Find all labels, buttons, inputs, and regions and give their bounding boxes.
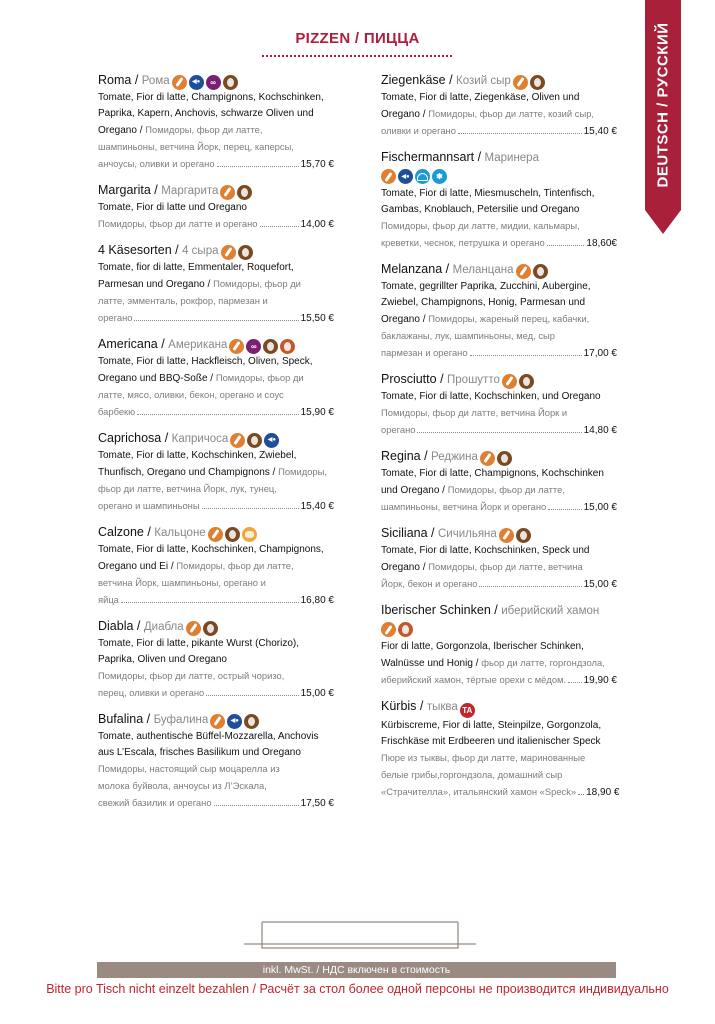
menu-item-title: Prosciutto / Прошутто: [381, 371, 617, 389]
description-line: [98, 652, 334, 668]
description-de: Oregano /: [98, 125, 146, 136]
egg-allergen-icon: [497, 451, 512, 466]
milk-allergen-icon: [230, 433, 245, 448]
egg-allergen-icon: [247, 433, 262, 448]
menu-item-siciliana: [381, 525, 617, 593]
description-de: Oregano /: [381, 562, 429, 573]
description-line: [381, 750, 617, 767]
menu-item-title: Calzone / Кальцоне: [98, 524, 334, 542]
sulphite-allergen-icon: ∞: [206, 75, 221, 90]
nut-allergen-icon: [398, 622, 413, 637]
dot-leader: [134, 320, 298, 321]
description-line: [381, 767, 617, 784]
right-menu-column: [381, 72, 620, 810]
item-price: 15,50 €: [300, 313, 334, 324]
dot-leader: [568, 682, 581, 683]
menu-item-k-rbis: [381, 698, 620, 801]
price-line: [381, 784, 620, 801]
description-ru: оливки и орегано: [381, 125, 456, 136]
description-line: [381, 389, 617, 405]
menu-item-title: Kürbis / тыква TA: [381, 698, 617, 718]
allergen-icons: [381, 169, 617, 184]
description-de: Tomate, Fior di latte, Miesmuscheln, Tintenfisch,: [381, 188, 595, 199]
description-line: [98, 668, 334, 685]
description-ru: свежий базилик и орегано: [98, 797, 212, 808]
item-price: 19,90 €: [583, 675, 617, 686]
allergen-icons: [208, 527, 257, 542]
milk-allergen-icon: [210, 714, 225, 729]
menu-item-title: Melanzana / Меланцана: [381, 261, 617, 279]
description-ru: фьор ди латте, ветчина Йорк, лук, тунец,: [98, 483, 277, 494]
allergen-icons: [220, 185, 252, 200]
item-name-ru: Меланцана: [452, 264, 514, 276]
item-price: 15,00 €: [300, 688, 334, 699]
description-line: [98, 464, 334, 481]
item-name: Bufalina: [98, 712, 144, 726]
description-ru: Помидоры, настоящий сыр моцарелла из: [98, 763, 280, 774]
item-name: Diabla: [98, 619, 134, 633]
milk-allergen-icon: [208, 527, 223, 542]
item-name-ru: Маргарита: [161, 185, 219, 197]
item-price: 14,00 €: [300, 219, 334, 230]
description-line: [98, 575, 334, 592]
description-line: [98, 745, 334, 761]
title-divider: [262, 55, 452, 57]
egg-allergen-icon: [237, 185, 252, 200]
description-ru: Помидоры, фьор ди латте, мидии, кальмары,: [381, 220, 580, 231]
description-ru: орегано: [381, 424, 416, 435]
description-line: [98, 558, 334, 575]
egg-allergen-icon: [533, 264, 548, 279]
item-price: 15,00 €: [583, 579, 617, 590]
description-ru: Помидоры, фьор ди латте,: [447, 484, 565, 495]
item-name-ru: тыква: [426, 701, 458, 713]
description-ru: Помидоры,: [278, 466, 327, 477]
item-price: 15,90 €: [300, 407, 334, 418]
fish-allergen-icon: ◀●: [227, 714, 242, 729]
milk-allergen-icon: [220, 185, 235, 200]
item-name-ru: Диабла: [143, 621, 184, 633]
description-de: aus L’Escala, frisches Basilikum und Oregano: [98, 747, 301, 758]
item-name-ru: Прошутто: [447, 374, 500, 386]
price-line: [381, 499, 617, 516]
egg-allergen-icon: [263, 339, 278, 354]
item-name: Melanzana: [381, 262, 443, 276]
menu-item-title: Americana / Американа ∞: [98, 336, 334, 354]
description-line: [98, 276, 334, 293]
dot-leader: [547, 245, 585, 246]
description-ru: Пюре из тыквы, фьор ди латте, маринованные: [381, 752, 586, 763]
description-de: Zwiebel, Champignons, Honig, Parmesan und: [381, 297, 585, 308]
menu-item-title: Diabla / Диабла: [98, 618, 334, 636]
item-name-ru: Рома: [141, 75, 170, 87]
menu-item-title: Caprichosa / Капричоса ◀●: [98, 430, 334, 448]
description-line: [381, 202, 617, 218]
description-de: Frischkäse mit Erdbeeren und italienischer Speck: [381, 736, 601, 747]
mollusc-allergen-icon: [415, 169, 430, 184]
description-de: Oregano /: [381, 314, 429, 325]
egg-allergen-icon: [530, 75, 545, 90]
item-name-ru: иберийский хамон: [501, 605, 600, 617]
description-ru: Помидоры, фьор ди: [215, 372, 304, 383]
item-name: Kürbis: [381, 699, 417, 713]
item-name-ru: Американа: [168, 339, 228, 351]
description-line: [381, 279, 617, 295]
item-name: Ziegenkäse: [381, 73, 446, 87]
description-ru: анчоусы, оливки и орегано: [98, 158, 215, 169]
description-line: [98, 260, 334, 276]
language-tab-label[interactable]: DEUTSCH / РУССКИЙ: [654, 22, 672, 188]
nut-allergen-icon: [280, 339, 295, 354]
allergen-icons: [516, 264, 548, 279]
description-line: [98, 200, 334, 216]
item-name: Americana: [98, 337, 158, 351]
description-ru: Помидоры, фьор ди латте,: [176, 560, 294, 571]
title-de: PIZZEN: [295, 30, 351, 47]
milk-allergen-icon: [502, 374, 517, 389]
menu-item-roma: [98, 72, 334, 173]
description-line: [381, 295, 617, 311]
description-ru: орегано: [98, 312, 133, 323]
description-ru: Помидоры, фьор ди латте,: [145, 124, 263, 135]
milk-allergen-icon: [186, 621, 201, 636]
vat-ru: НДС включен в стоимость: [322, 964, 451, 976]
description-de: Gambas, Knoblauch, Petersilie und Oregano: [381, 204, 580, 215]
menu-item-title: Bufalina / Буфалина ◀●: [98, 711, 334, 729]
dot-leader: [137, 414, 298, 415]
item-name-ru: Сичильяна: [437, 528, 497, 540]
description-ru: иберийский хамон, тёртые орехи с мёдом.: [381, 674, 567, 685]
price-line: [381, 576, 617, 593]
price-line: [98, 216, 334, 233]
description-ru: Помидоры, фьор ди латте, ветчина: [428, 561, 583, 572]
description-line: [98, 293, 334, 310]
item-price: 14,80 €: [583, 425, 617, 436]
description-ru: креветки, чеснок, петрушка и орегано: [381, 237, 545, 248]
price-line: [98, 795, 334, 812]
price-line: [381, 235, 617, 252]
description-line: [381, 639, 617, 655]
price-line: [98, 685, 334, 702]
dot-leader: [214, 805, 299, 806]
payment-note: Bitte pro Tisch nicht einzelt bezahlen / Расчёт за стол более одной персоны не производится индивидуально: [46, 982, 669, 996]
description-line: [98, 729, 334, 745]
egg-allergen-icon: [516, 528, 531, 543]
dot-leader: [470, 355, 582, 356]
milk-allergen-icon: [381, 169, 396, 184]
rolling-pin-icon: [240, 912, 480, 962]
dot-leader: [206, 695, 298, 696]
menu-item-melanzana: [381, 261, 617, 362]
allergen-icons: [460, 703, 475, 718]
description-ru: шампиньоны, ветчина Йорк, перец, каперсы,: [98, 141, 294, 152]
dot-leader: [260, 226, 299, 227]
description-line: [98, 761, 334, 778]
menu-item-fischermannsart: [381, 149, 617, 252]
milk-allergen-icon: [513, 75, 528, 90]
language-tab-point: [645, 210, 681, 234]
item-price: 15,40 €: [300, 501, 334, 512]
dot-leader: [578, 794, 584, 795]
description-de: Tomate, Fior di latte, Kochschinken, und Oregano: [381, 391, 601, 402]
item-price: 15,00 €: [583, 502, 617, 513]
left-menu-column: [98, 72, 334, 821]
description-line: [98, 370, 334, 387]
description-line: [98, 542, 334, 558]
menu-item-regina: [381, 448, 617, 516]
egg-allergen-icon: [223, 75, 238, 90]
item-name-ru: Реджина: [431, 451, 478, 463]
menu-item-title: Fischermannsart / Маринера: [381, 150, 539, 164]
description-ru: яйца: [98, 594, 119, 605]
dot-leader: [121, 602, 299, 603]
egg-allergen-icon: [244, 714, 259, 729]
item-price: 17,50 €: [300, 798, 334, 809]
price-line: [98, 498, 334, 515]
item-name-ru: Козий сыр: [456, 75, 511, 87]
item-price: 15,40 €: [583, 126, 617, 137]
item-name: Margarita: [98, 183, 151, 197]
description-ru: барбекю: [98, 406, 136, 417]
description-line: [98, 448, 334, 464]
description-de: Tomate, Fior di latte, Hackfleisch, Oliven, Speck,: [98, 356, 313, 367]
price-line: [381, 672, 617, 689]
description-ru: орегано и шампиньоны: [98, 500, 200, 511]
milk-allergen-icon: [229, 339, 244, 354]
description-line: [98, 778, 334, 795]
egg-allergen-icon: [238, 245, 253, 260]
menu-item-calzone: [98, 524, 334, 609]
menu-item-title: Regina / Реджина: [381, 448, 617, 466]
description-de: Fior di latte, Gorgonzola, Iberischer Schinken,: [381, 641, 584, 652]
description-ru: Помидоры, фьор ди латте и орегано: [98, 218, 258, 229]
description-de: Tomate, authentische Büffel-Mozzarella, Anchovis: [98, 731, 319, 742]
item-name: Roma: [98, 73, 132, 87]
description-de: Tomate, Fior di latte und Oregano: [98, 202, 247, 213]
dot-leader: [417, 432, 581, 433]
item-price: 18,60€: [586, 238, 617, 249]
description-line: [381, 655, 617, 672]
menu-item-title: Ziegenkäse / Козий сыр: [381, 72, 617, 90]
ta-allergen-icon: TA: [460, 703, 475, 718]
milk-allergen-icon: [172, 75, 187, 90]
item-name: Siciliana: [381, 526, 428, 540]
description-de: Tomate, gegrillter Paprika, Zucchini, Aubergine,: [381, 281, 591, 292]
egg-allergen-icon: [225, 527, 240, 542]
description-line: [381, 482, 617, 499]
description-line: [98, 636, 334, 652]
item-name-ru: Маринера: [484, 152, 539, 164]
description-line: [381, 186, 617, 202]
price-line: [381, 345, 617, 362]
description-line: [98, 122, 334, 139]
description-ru: ветчина Йорк, шампиньоны, орегано и: [98, 577, 266, 588]
fish-allergen-icon: ◀●: [398, 169, 413, 184]
allergen-icons: [502, 374, 534, 389]
title-ru: ПИЦЦА: [363, 30, 420, 47]
description-line: [381, 218, 617, 235]
description-line: [381, 328, 617, 345]
milk-allergen-icon: [381, 622, 396, 637]
description-de: Parmesan und Oregano /: [98, 279, 214, 290]
description-ru: Помидоры, жареный перец, кабачки,: [428, 313, 590, 324]
description-line: [381, 543, 617, 559]
description-line: [98, 106, 334, 122]
description-line: [98, 481, 334, 498]
description-ru: баклажаны, лук, шампиньоны, мед, сыр: [381, 330, 556, 341]
description-ru: латте, мясо, оливки, бекон, орегано и соус: [98, 389, 284, 400]
description-de: Tomate, Fior di latte, Champignons, Kochschinken: [381, 468, 604, 479]
menu-item-title: 4 Käsesorten / 4 сыра: [98, 242, 334, 260]
price-line: [98, 404, 334, 421]
milk-allergen-icon: [221, 245, 236, 260]
item-name: Regina: [381, 449, 421, 463]
description-ru: латте, эмменталь, рокфор, пармезан и: [98, 295, 268, 306]
description-line: [98, 387, 334, 404]
description-ru: молока буйвола, анчоусы из Л’Эскала,: [98, 780, 267, 791]
menu-item-americana: [98, 336, 334, 421]
item-price: 16,80 €: [300, 595, 334, 606]
description-line: [381, 90, 617, 106]
description-ru: белые грибы,горгондзола, домашний сыр: [381, 769, 563, 780]
description-de: Tomate, fior di latte, Emmentaler, Roquefort,: [98, 262, 294, 273]
item-price: 15,70 €: [300, 159, 334, 170]
allergen-icons: [513, 75, 545, 90]
description-ru: «Страчителла», итальянский хамон «Speck»: [381, 786, 577, 797]
item-name: Calzone: [98, 525, 144, 539]
description-de: Tomate, Fior di latte, Ziegenkäse, Oliven und: [381, 92, 580, 103]
item-name: 4 Käsesorten: [98, 243, 172, 257]
description-de: und Oregano /: [381, 485, 448, 496]
description-line: [381, 405, 617, 422]
item-name-ru: Капричоса: [171, 433, 229, 445]
dot-leader: [458, 133, 582, 134]
description-de: Oregano und BBQ-Soße /: [98, 373, 216, 384]
title-sep: /: [350, 30, 364, 47]
item-name-ru: Кальцоне: [154, 527, 206, 539]
sulphite-allergen-icon: ∞: [246, 339, 261, 354]
dot-leader: [548, 509, 581, 510]
description-ru: Помидоры, фьор ди латте, ветчина Йорк и: [381, 407, 568, 418]
menu-item-title: Roma / Рома ◀● ∞: [98, 72, 334, 90]
price-line: [381, 123, 617, 140]
allergen-icons: [210, 714, 259, 729]
description-de: Oregano und Ei /: [98, 561, 177, 572]
description-line: [381, 466, 617, 482]
egg-allergen-icon: [519, 374, 534, 389]
fish-allergen-icon: ◀●: [189, 75, 204, 90]
description-ru: пармезан и орегано: [381, 347, 468, 358]
menu-item-4-k-sesorten: [98, 242, 334, 327]
fish-allergen-icon: ◀●: [264, 433, 279, 448]
description-ru: Помидоры, фьор ди латте, козий сыр,: [428, 108, 595, 119]
description-ru: Йорк, бекон и орегано: [381, 578, 478, 589]
description-ru: шампиньоны, ветчина Йорк и орегано: [381, 501, 547, 512]
allergen-icons: [186, 621, 218, 636]
description-de: Oregano /: [381, 109, 429, 120]
description-de: Paprika, Oliven und Oregano: [98, 654, 227, 665]
menu-item-caprichosa: [98, 430, 334, 515]
allergen-icons: [221, 245, 253, 260]
item-price: 18,90 €: [586, 787, 620, 798]
egg-allergen-icon: [203, 621, 218, 636]
description-de: Kürbiscreme, Fior di latte, Steinpilze, Gorgonzola,: [381, 720, 602, 731]
dot-leader: [202, 508, 299, 509]
description-line: [98, 354, 334, 370]
description-de: Tomate, Fior di latte, Kochschinken, Champignons,: [98, 544, 324, 555]
vat-notice: [97, 962, 616, 978]
allergen-icons: [172, 75, 238, 90]
menu-item-diabla: [98, 618, 334, 702]
allergen-icons: [229, 339, 295, 354]
description-line: [381, 734, 617, 750]
description-line: [98, 139, 334, 156]
allergen-icons: [381, 622, 617, 637]
item-name: Caprichosa: [98, 431, 162, 445]
description-line: [381, 106, 617, 123]
item-name: Prosciutto: [381, 372, 437, 386]
item-name-ru: 4 сыра: [182, 245, 219, 257]
description-de: Tomate, Fior di latte, Champignons, Kochschinken,: [98, 92, 324, 103]
menu-item-title: Siciliana / Сичильяна: [381, 525, 617, 543]
description-de: Walnüsse und Honig /: [381, 658, 482, 669]
description-ru: Помидоры, фьор ди латте, острый чоризо,: [98, 670, 285, 681]
milk-allergen-icon: [499, 528, 514, 543]
item-name-ru: Буфалина: [153, 714, 209, 726]
price-line: [98, 310, 334, 327]
item-name: Fischermannsart: [381, 150, 475, 164]
page-title: [0, 30, 715, 47]
description-de: Thunfisch, Oregano und Champignons /: [98, 467, 279, 478]
allergen-icons: [499, 528, 531, 543]
description-de: Paprika, Kapern, Anchovis, schwarze Oliven und: [98, 108, 314, 119]
description-line: [381, 559, 617, 576]
menu-item-title: Iberischer Schinken / иберийский хамон: [381, 603, 600, 617]
description-line: [381, 718, 617, 734]
menu-item-title: Margarita / Маргарита: [98, 182, 334, 200]
description-de: Tomate, Fior di latte, Kochschinken, Speck und: [381, 545, 590, 556]
allergen-icons: [230, 433, 279, 448]
description-line: [381, 311, 617, 328]
milk-allergen-icon: [480, 451, 495, 466]
allergen-icons: [480, 451, 512, 466]
crust-allergen-icon: ✱: [432, 169, 447, 184]
price-line: [98, 592, 334, 609]
vat-de: inkl. MwSt. /: [262, 964, 323, 976]
menu-item-ziegenk-se: [381, 72, 617, 140]
description-de: Tomate, Fior di latte, Kochschinken, Zwiebel,: [98, 450, 297, 461]
price-line: [381, 422, 617, 439]
menu-item-prosciutto: [381, 371, 617, 439]
description-ru: фьор ди латте, горгондзола,: [481, 657, 605, 668]
blob-allergen-icon: [242, 527, 257, 542]
description-line: [98, 90, 334, 106]
menu-item-iberischer-schinken: [381, 602, 617, 689]
menu-item-margarita: [98, 182, 334, 233]
milk-allergen-icon: [516, 264, 531, 279]
dot-leader: [479, 586, 581, 587]
item-name: Iberischer Schinken: [381, 603, 491, 617]
description-de: Tomate, Fior di latte, pikante Wurst (Chorizo),: [98, 638, 299, 649]
menu-item-bufalina: [98, 711, 334, 812]
dot-leader: [217, 166, 299, 167]
item-price: 17,00 €: [583, 348, 617, 359]
price-line: [98, 156, 334, 173]
description-ru: перец, оливки и орегано: [98, 687, 205, 698]
description-ru: Помидоры, фьор ди: [213, 278, 301, 289]
